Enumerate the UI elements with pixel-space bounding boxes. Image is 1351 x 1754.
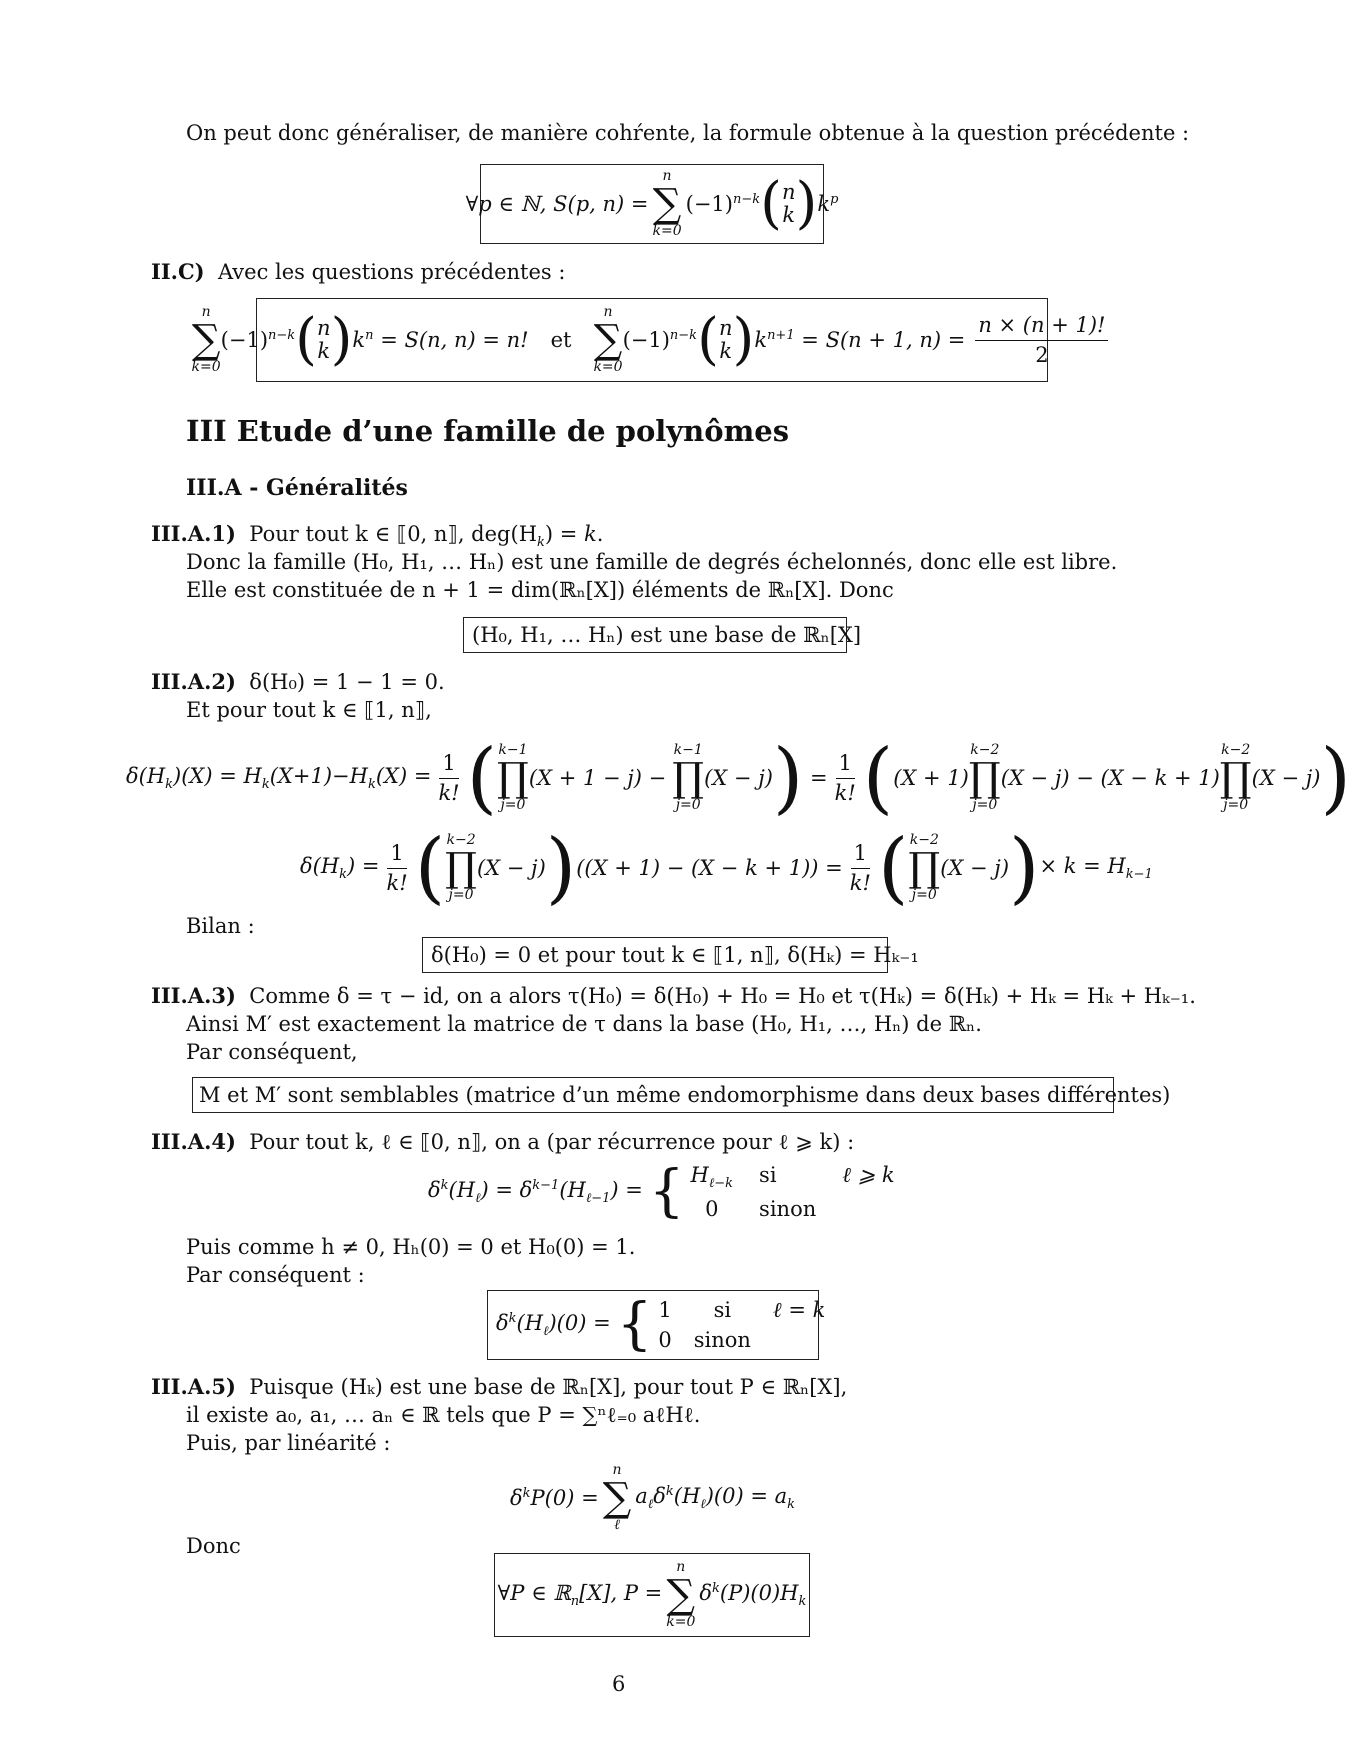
a4-box: $\delta^k(H_\ell)(0)$ = { 1 si ℓ = k 0 sinon [487, 1290, 819, 1360]
donc-text: Donc [186, 1534, 241, 1558]
question-a4: III.A.4) Pour tout k, ℓ ∈ ⟦0, n⟧, on a (par récurrence pour ℓ ⩾ k) : [151, 1129, 855, 1154]
binomial: ( n k ) [760, 171, 818, 236]
intro-text: On peut donc généraliser, de manière cohŕente, la formule obtenue à la question précédente : [186, 121, 1190, 145]
a2-equation-1: $\delta(H_k)(X) = H_k(X+1)-H_k(X)$ = $\frac{1}{k!}$ ( k−1 ∏ j=0 (X + 1 − j) − k−1 ∏ j=0 (X − j) ) = $\frac{1}{k!}$ ( (X + 1) k−2 ∏ j=0 (X − j) − (X − k + 1) k−2 ∏ j=0 (X − j) ) [126, 733, 1351, 823]
question-a5: III.A.5) Puisque (Hₖ) est une base de ℝₙ[X], pour tout P ∈ ℝₙ[X], [151, 1374, 848, 1399]
a5-equation: $\delta^kP(0)$ = n ∑ ℓ $a_\ell\delta^k(H_\ell)(0) = a_k$ [510, 1462, 795, 1533]
formula-term: $(-1)^{n-k}$ [685, 191, 761, 216]
power-term: $k^p$ [817, 191, 839, 216]
a3-line2: Ainsi M′ est exactement la matrice de τ dans la base (H₀, H₁, …, Hₙ) de ℝₙ. [186, 1012, 982, 1036]
a4-line3: Par conséquent : [186, 1263, 365, 1287]
a5-line3: Puis, par linéarité : [186, 1431, 391, 1455]
a3-box: M et M′ sont semblables (matrice d’un même endomorphisme dans deux bases différentes) [192, 1077, 1114, 1113]
sum-symbol-1: n ∑ k=0 [191, 304, 221, 375]
a2-equation-2: $\delta(H_k)$ = $\frac{1}{k!}$ ( k−2 ∏ j=0 (X − j) ) ((X + 1) − (X − k + 1)) = $\frac{1}{k!}$ ( k−2 ∏ j=0 (X − j) ) × $k = H_{k-1}$ [300, 823, 1153, 913]
sum-symbol-2: n ∑ k=0 [593, 304, 623, 375]
bilan-text: Bilan : [186, 914, 255, 938]
sum-symbol: n ∑ k=0 [652, 168, 682, 239]
fraction: $\frac{n \times (n + 1)!}{2}$ [975, 311, 1108, 369]
equation-1: = S(n, n) = n! [380, 327, 529, 352]
question-a2: III.A.2) δ(H₀) = 1 − 1 = 0. [151, 669, 445, 694]
formula-lhs: ∀p ∈ ℕ, S(p, n) = [465, 191, 649, 216]
a1-box: (H₀, H₁, … Hₙ) est une base de ℝₙ[X] [463, 617, 847, 653]
formula-box-iic: n ∑ k=0 $(-1)^{n-k}$ ( n k ) $k^n$ = S(n, n) = n! et n ∑ k=0 $(-1)^{n-k}$ ( n k ) $k^{n+1}$ = S(n + 1, n) = $\frac{n \times (n + 1)!}{2}$ [256, 298, 1048, 382]
section-title: III Etude d’une famille de polynômes [186, 414, 790, 448]
a1-line2: Donc la famille (H₀, H₁, … Hₙ) est une famille de degrés échelonnés, donc elle est libre. [186, 550, 1118, 574]
a5-line2: il existe a₀, a₁, … aₙ ∈ ℝ tels que P = ∑ⁿℓ₌₀ aℓHℓ. [186, 1403, 701, 1427]
a5-box: ∀P ∈ ℝ$_n$[X], P = n ∑ k=0 $\delta^k(P)(0)H_k$ [494, 1553, 810, 1637]
a2-line2: Et pour tout k ∈ ⟦1, n⟧, [186, 698, 432, 722]
page-number: 6 [612, 1672, 626, 1696]
equation-2: = S(n + 1, n) = [801, 327, 966, 352]
a3-line3: Par conséquent, [186, 1040, 358, 1064]
subsection-title: III.A - Généralités [186, 475, 408, 501]
question-a3: III.A.3) Comme δ = τ − id, on a alors τ(H₀) = δ(H₀) + H₀ = H₀ et τ(Hₖ) = δ(Hₖ) + Hₖ = Hₖ + Hₖ₋₁. [151, 983, 1196, 1008]
a1-line3: Elle est constituée de n + 1 = dim(ℝₙ[X]) éléments de ℝₙ[X]. Donc [186, 578, 894, 602]
and-text: et [550, 327, 572, 352]
a4-equation: $\delta^k(H_\ell) = \delta^{k-1}(H_{\ell-1})$ = { $H_{\ell-k}$ si ℓ ⩾ k 0 sinon [428, 1159, 895, 1224]
formula-box-stirling [465, 164, 839, 244]
question-iic: II.C) Avec les questions précédentes : [151, 259, 566, 284]
question-a1: III.A.1) Pour tout k ∈ ⟦0, n⟧, $deg(H_k) = k$. [151, 521, 604, 551]
a4-line2: Puis comme h ≠ 0, Hₕ(0) = 0 et H₀(0) = 1. [186, 1235, 636, 1259]
a2-box: δ(H₀) = 0 et pour tout k ∈ ⟦1, n⟧, δ(Hₖ) = Hₖ₋₁ [422, 937, 888, 973]
